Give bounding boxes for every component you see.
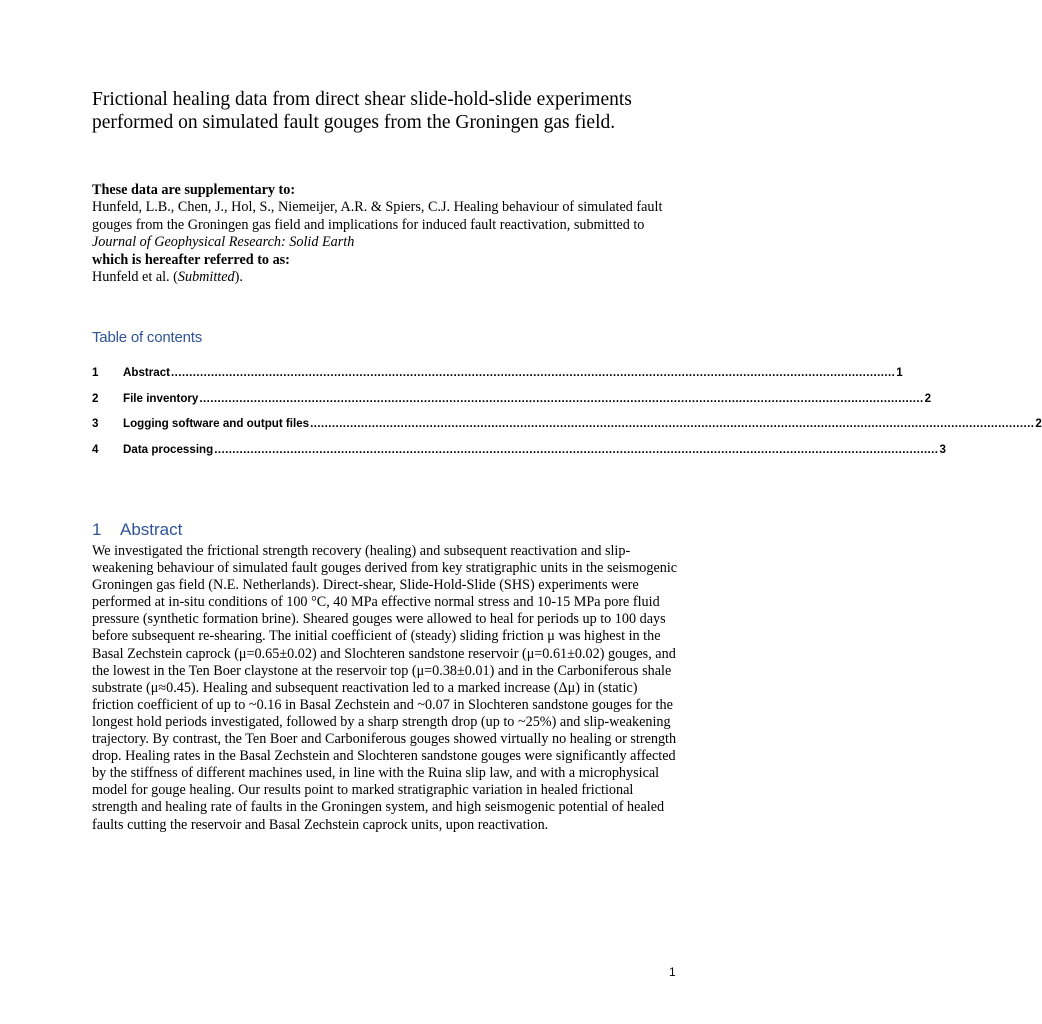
citation <box>92 199 692 251</box>
supplementary-heading: These data are supplementary to: <box>92 182 296 198</box>
toc-page-number: 3 <box>939 443 946 457</box>
toc-entry-data-processing[interactable] <box>92 437 946 463</box>
toc-title: Logging software and output files <box>123 417 310 431</box>
referred-heading: which is hereafter referred to as: <box>92 251 290 268</box>
toc-page-number: 2 <box>1035 417 1042 431</box>
toc-leader: ........................................................................................................................................................................................................ <box>214 443 939 457</box>
supplementary-block <box>92 182 692 286</box>
toc-leader: ........................................................................................................................................................................................................ <box>199 391 924 405</box>
table-of-contents <box>92 360 1042 462</box>
toc-title: File inventory <box>123 391 199 405</box>
abstract-text: We investigated the frictional strength recovery (healing) and subsequent reactivation and slip-weakening behaviour of simulated fault gouges derived from key stratigraphic units in the seismogenic Groningen gas field (N.E. Netherlands). Direct-shear, Slide-Hold-Slide (SHS) experiments were performed at in-situ conditions of 100 °C, 40 MPa effective normal stress and 10-15 MPa pore fluid pressure (synthetic formation brine). Sheared gouges were allowed to heal for periods up to 100 days before subsequent re-shearing. The initial coefficient of (steady) sliding friction μ was highest in the Basal Zechstein caprock (μ=0.65±0.02) and Slochteren sandstone reservoir (μ=0.61±0.02) gouges, and the lowest in the Ten Boer claystone at the reservoir top (μ=0.38±0.01) and in the Carboniferous shale substrate (μ≈0.45). Healing and subsequent reactivation led to a marked increase (Δμ) in (static) friction coefficient of up to ~0.16 in Basal Zechstein and ~0.07 in Slochteren sandstone gouges for the longest hold periods investigated, followed by a sharp strength drop (up to ~25%) and slip-weakening trajectory. By contrast, the Ten Boer and Carboniferous gouges showed virtually no healing or strength drop. Healing rates in the Basal Zechstein and Slochteren sandstone gouges were significantly affected by the stiffness of different machines used, in line with the Ruina slip law, and with a microphysical model for gouge healing. Our results point to marked stratigraphic variation in healed frictional strength and healing rate of faults in the Groningen system, and high seismogenic potential of healed faults cutting the reservoir and Basal Zechstein caprock units, upon reactivation. <box>92 543 678 833</box>
toc-page-number: 1 <box>896 366 903 380</box>
toc-number: 2 <box>92 391 99 405</box>
section-title: Abstract <box>120 520 183 539</box>
toc-leader: ........................................................................................................................................................................................................ <box>310 417 1035 431</box>
citation-text: Hunfeld, L.B., Chen, J., Hol, S., Niemeijer, A.R. & Spiers, C.J. Healing behaviour of simulated fault gouges from the Groningen gas field and implications for induced fault reactivation, submitted to <box>92 199 663 233</box>
toc-heading: Table of contents <box>92 329 203 346</box>
toc-title: Data processing <box>123 443 214 457</box>
document-title: Frictional healing data from direct shear slide-hold-slide experiments performed on simulated fault gouges from the Groningen gas field. <box>92 89 632 133</box>
toc-title: Abstract <box>123 366 171 380</box>
toc-page-number: 2 <box>924 391 932 405</box>
toc-number: 4 <box>92 443 99 457</box>
toc-entry-file-inventory[interactable] <box>92 386 932 412</box>
toc-number: 3 <box>92 417 99 431</box>
short-reference: Hunfeld et al. (Submitted). <box>92 269 243 286</box>
section-heading-abstract <box>92 520 182 540</box>
journal-name: Journal of Geophysical Research: Solid Earth <box>92 234 355 251</box>
toc-leader: ........................................................................................................................................................................................................ <box>171 366 896 380</box>
section-number: 1 <box>92 520 102 539</box>
toc-number: 1 <box>92 366 99 380</box>
page-number: 1 <box>669 965 676 979</box>
toc-entry-logging-software[interactable] <box>92 411 1042 437</box>
toc-entry-abstract[interactable] <box>92 360 903 386</box>
